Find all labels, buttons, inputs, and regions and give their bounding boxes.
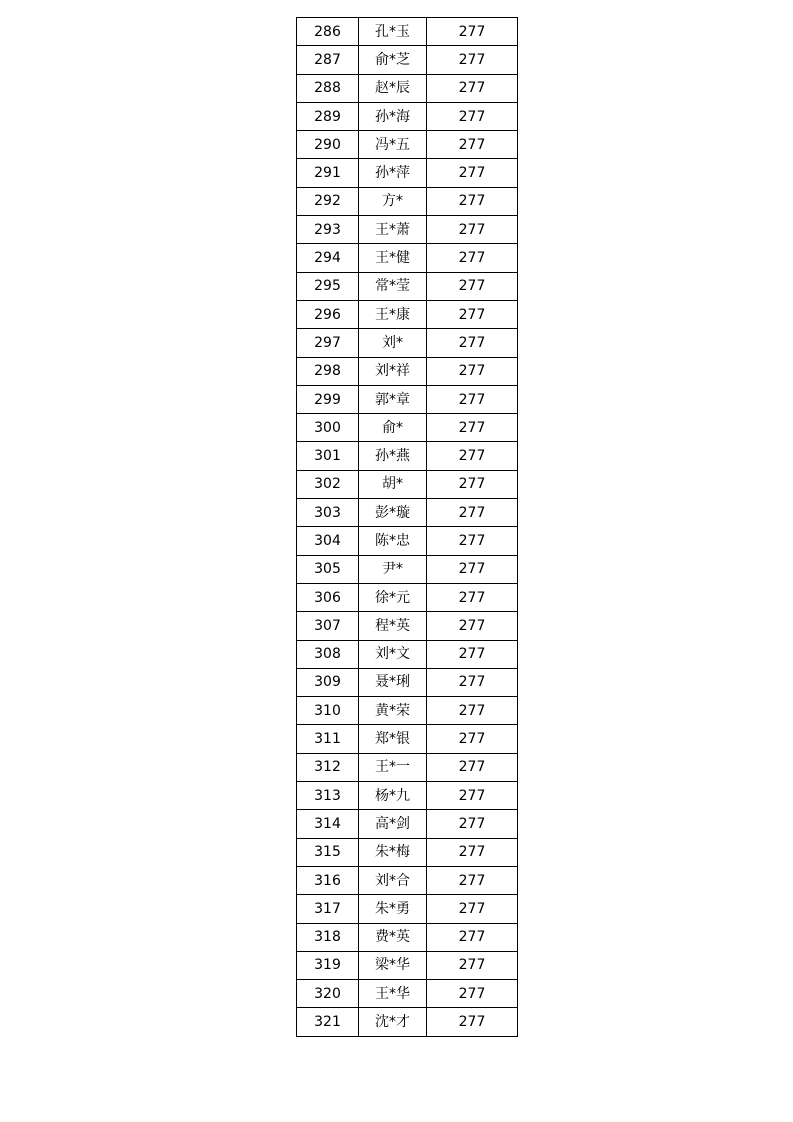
score-cell: 277 (427, 810, 518, 838)
name-cell: 孙*萍 (359, 159, 427, 187)
name-cell: 郭*章 (359, 385, 427, 413)
score-cell: 277 (427, 329, 518, 357)
rank-cell: 317 (297, 895, 359, 923)
score-cell: 277 (427, 414, 518, 442)
score-cell: 277 (427, 18, 518, 46)
rank-cell: 314 (297, 810, 359, 838)
table-row (297, 838, 518, 866)
score-cell: 277 (427, 725, 518, 753)
table-row (297, 527, 518, 555)
rank-cell: 287 (297, 46, 359, 74)
name-cell: 聂*琍 (359, 668, 427, 696)
name-cell: 王*康 (359, 300, 427, 328)
rank-cell: 292 (297, 187, 359, 215)
name-cell: 徐*元 (359, 583, 427, 611)
score-cell: 277 (427, 838, 518, 866)
score-cell: 277 (427, 357, 518, 385)
name-cell: 王*萧 (359, 216, 427, 244)
table-row (297, 782, 518, 810)
rank-cell: 312 (297, 753, 359, 781)
name-cell: 郑*银 (359, 725, 427, 753)
ranking-table (296, 17, 518, 1037)
rank-cell: 310 (297, 697, 359, 725)
score-cell: 277 (427, 583, 518, 611)
name-cell: 梁*华 (359, 951, 427, 979)
table-row (297, 895, 518, 923)
table-row (297, 866, 518, 894)
name-cell: 刘*文 (359, 640, 427, 668)
name-cell: 冯*五 (359, 131, 427, 159)
table-row (297, 329, 518, 357)
name-cell: 刘* (359, 329, 427, 357)
score-cell: 277 (427, 499, 518, 527)
name-cell: 刘*祥 (359, 357, 427, 385)
name-cell: 俞* (359, 414, 427, 442)
rank-cell: 311 (297, 725, 359, 753)
table-row (297, 810, 518, 838)
table-row (297, 216, 518, 244)
rank-cell: 297 (297, 329, 359, 357)
score-cell: 277 (427, 895, 518, 923)
name-cell: 俞*芝 (359, 46, 427, 74)
name-cell: 孙*海 (359, 102, 427, 130)
name-cell: 刘*合 (359, 866, 427, 894)
score-cell: 277 (427, 470, 518, 498)
name-cell: 尹* (359, 555, 427, 583)
score-cell: 277 (427, 272, 518, 300)
rank-cell: 301 (297, 442, 359, 470)
score-cell: 277 (427, 951, 518, 979)
table-row (297, 499, 518, 527)
score-cell: 277 (427, 923, 518, 951)
table-row (297, 697, 518, 725)
table-row (297, 131, 518, 159)
rank-cell: 302 (297, 470, 359, 498)
name-cell: 朱*勇 (359, 895, 427, 923)
table-row (297, 753, 518, 781)
rank-cell: 316 (297, 866, 359, 894)
score-cell: 277 (427, 612, 518, 640)
name-cell: 沈*才 (359, 1008, 427, 1036)
score-cell: 277 (427, 102, 518, 130)
name-cell: 王*健 (359, 244, 427, 272)
table-row (297, 385, 518, 413)
table-row (297, 244, 518, 272)
rank-cell: 307 (297, 612, 359, 640)
table-row (297, 102, 518, 130)
rank-cell: 315 (297, 838, 359, 866)
score-cell: 277 (427, 640, 518, 668)
score-cell: 277 (427, 527, 518, 555)
table-row (297, 1008, 518, 1036)
rank-cell: 286 (297, 18, 359, 46)
rank-cell: 290 (297, 131, 359, 159)
score-cell: 277 (427, 555, 518, 583)
score-cell: 277 (427, 980, 518, 1008)
score-cell: 277 (427, 300, 518, 328)
table-row (297, 640, 518, 668)
score-cell: 277 (427, 782, 518, 810)
rank-cell: 296 (297, 300, 359, 328)
table-row (297, 583, 518, 611)
table-row (297, 74, 518, 102)
name-cell: 胡* (359, 470, 427, 498)
score-cell: 277 (427, 385, 518, 413)
table-row (297, 470, 518, 498)
name-cell: 王*华 (359, 980, 427, 1008)
name-cell: 常*莹 (359, 272, 427, 300)
name-cell: 王*一 (359, 753, 427, 781)
name-cell: 赵*辰 (359, 74, 427, 102)
table-row (297, 272, 518, 300)
rank-cell: 298 (297, 357, 359, 385)
table-body (297, 18, 518, 1037)
table-row (297, 187, 518, 215)
table-row (297, 980, 518, 1008)
score-cell: 277 (427, 74, 518, 102)
rank-cell: 308 (297, 640, 359, 668)
rank-cell: 306 (297, 583, 359, 611)
rank-cell: 303 (297, 499, 359, 527)
name-cell: 程*英 (359, 612, 427, 640)
rank-cell: 309 (297, 668, 359, 696)
name-cell: 杨*九 (359, 782, 427, 810)
rank-cell: 299 (297, 385, 359, 413)
table-row (297, 300, 518, 328)
name-cell: 黄*荣 (359, 697, 427, 725)
name-cell: 方* (359, 187, 427, 215)
score-cell: 277 (427, 442, 518, 470)
name-cell: 彭*璇 (359, 499, 427, 527)
table-row (297, 357, 518, 385)
table-row (297, 951, 518, 979)
score-cell: 277 (427, 753, 518, 781)
score-cell: 277 (427, 1008, 518, 1036)
rank-cell: 293 (297, 216, 359, 244)
name-cell: 费*英 (359, 923, 427, 951)
rank-cell: 305 (297, 555, 359, 583)
table-row (297, 725, 518, 753)
score-cell: 277 (427, 244, 518, 272)
name-cell: 朱*梅 (359, 838, 427, 866)
rank-cell: 291 (297, 159, 359, 187)
table-row (297, 923, 518, 951)
rank-cell: 321 (297, 1008, 359, 1036)
rank-cell: 320 (297, 980, 359, 1008)
table-row (297, 159, 518, 187)
score-cell: 277 (427, 46, 518, 74)
rank-cell: 300 (297, 414, 359, 442)
table-row (297, 18, 518, 46)
score-cell: 277 (427, 131, 518, 159)
name-cell: 孙*燕 (359, 442, 427, 470)
table-row (297, 414, 518, 442)
table-row (297, 442, 518, 470)
score-cell: 277 (427, 697, 518, 725)
score-cell: 277 (427, 668, 518, 696)
rank-cell: 289 (297, 102, 359, 130)
name-cell: 陈*忠 (359, 527, 427, 555)
name-cell: 孔*玉 (359, 18, 427, 46)
score-cell: 277 (427, 187, 518, 215)
score-cell: 277 (427, 216, 518, 244)
score-cell: 277 (427, 159, 518, 187)
table-row (297, 668, 518, 696)
table-row (297, 46, 518, 74)
table-row (297, 555, 518, 583)
score-cell: 277 (427, 866, 518, 894)
rank-cell: 319 (297, 951, 359, 979)
name-cell: 高*剑 (359, 810, 427, 838)
rank-cell: 304 (297, 527, 359, 555)
rank-cell: 288 (297, 74, 359, 102)
rank-cell: 318 (297, 923, 359, 951)
rank-cell: 294 (297, 244, 359, 272)
table-row (297, 612, 518, 640)
rank-cell: 295 (297, 272, 359, 300)
rank-cell: 313 (297, 782, 359, 810)
